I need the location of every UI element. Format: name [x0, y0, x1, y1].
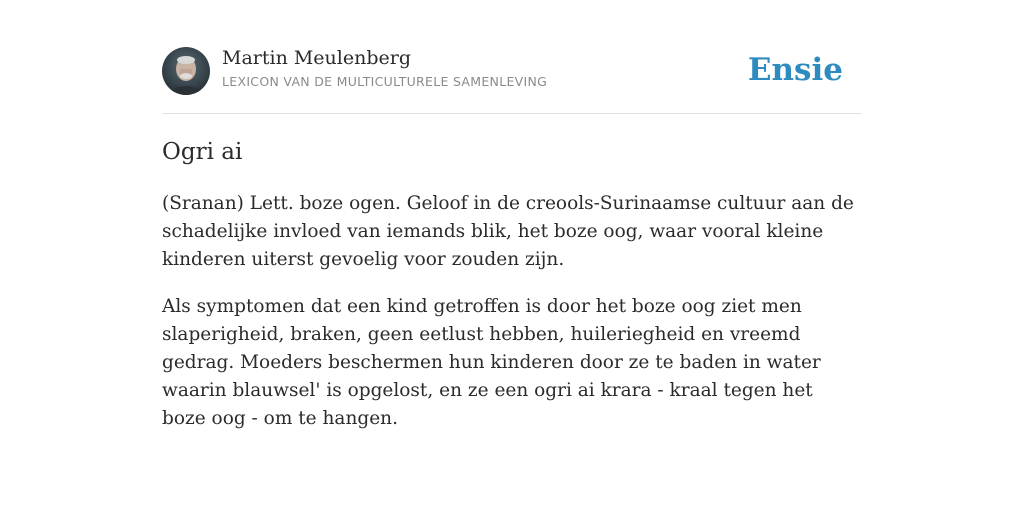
author-name[interactable]: Martin Meulenberg	[222, 47, 411, 69]
person-avatar-icon	[162, 47, 210, 95]
author-avatar[interactable]	[162, 47, 210, 95]
paragraph-symptoms: Als symptomen dat een kind getroffen is door het boze oog ziet men slaperigheid, braken, geen eetlust hebben, huileriegheid en vreemd gedrag. Moeders beschermen hun kinderen door ze te baden in water waarin blauwsel' is opgelost, en ze een ogri ai krara - kraal tegen het boze oog - om te hangen.	[162, 296, 821, 429]
entry-title: Ogri ai	[162, 139, 243, 165]
paragraph-definition: (Sranan) Lett. boze ogen. Geloof in de creools-Surinaamse cultuur aan de schadelijke invloed van iemands blik, het boze oog, waar vooral kleine kinderen uiterst gevoelig voor zouden zijn.	[162, 193, 854, 270]
header-divider	[162, 113, 862, 114]
author-header	[162, 46, 862, 96]
ensie-logo[interactable]: Ensie	[747, 52, 843, 88]
entry-body	[162, 190, 862, 452]
source-title[interactable]: LEXICON VAN DE MULTICULTURELE SAMENLEVING	[222, 74, 548, 89]
